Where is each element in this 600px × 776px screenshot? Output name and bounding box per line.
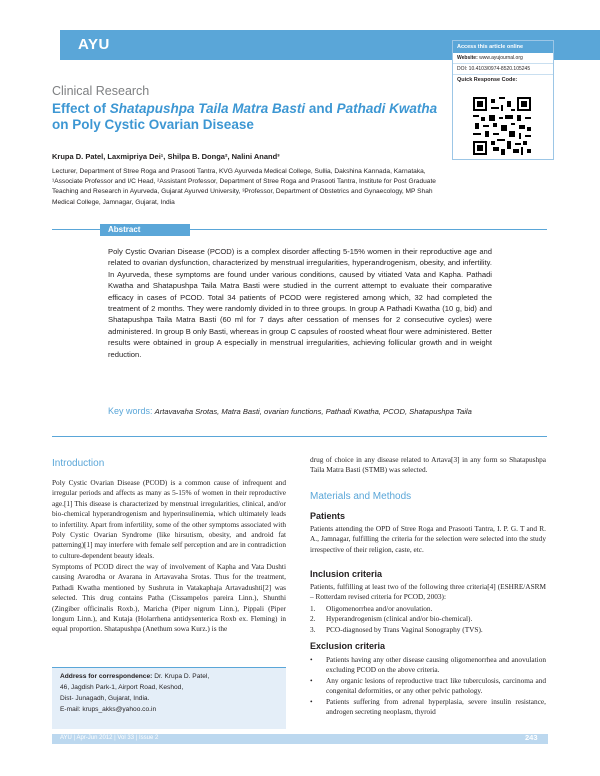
- page-number: 243: [525, 733, 538, 742]
- article-title: [52, 101, 442, 133]
- bullet-icon: •: [310, 696, 313, 706]
- list-text: PCO-diagnosed by Trans Vaginal Sonography (TVS).: [326, 624, 483, 634]
- inclusion-list: [310, 604, 546, 635]
- list-item: [310, 655, 546, 676]
- correspondence-first-line: [60, 671, 278, 682]
- abstract-text: Poly Cystic Ovarian Disease (PCOD) is a complex disorder affecting 5-15% women in their reproductive age and related to ovarian dysfunction, characterized by menstrual irregularities, hyperandrogenism, obesity, and infertility. In Ayurveda, these symptoms are found under various conditions, caused by vitiated Vata and Kapha. Pathadi Kwatha and Shatapushpa Taila Matra Basti were studied in the current attempt to evaluate their comparative efficacy in cases of PCOD. Total 34 patients of PCOD were registered among which, 32 had completed the treatment of 2 months. They were randomly divided in to three groups. In group A Pathadi Kwatha (10 g, bid) and Shatapushpa Taila Matra Basti (60 ml for 7 days after cessation of menses for 2 consecutive cycles) were administered. In group B only Basti, whereas in group C capsules of roosted wheat flour were administered. Better results were obtained in group A especially in menstrual irregularities, achieving follicular growth and in weight reduction.: [108, 247, 492, 359]
- title-part-3: and: [305, 101, 337, 116]
- list-item: [310, 697, 546, 718]
- methods-heading: Materials and Methods: [310, 491, 412, 502]
- intro-paragraph-2: Symptoms of PCOD direct the way of involvement of Kapha and Vata Dushti causing Avarodha or Avarana in Artavavaha Srotas. Thus for the treatment, Pathadi Kwatha mentioned by Sushruta in Vatakaphaja Artavadushti[2] was selected. This drug contains Patha (Cissampelos pareira Linn.), Shunthi (Zingiber officinalis Roxb.), Maricha (Piper nigrum Linn.), Pippali (Piper longum Linn.), and Kutaja (Holarrhena antidysenterica Roxb ex. Fleming) in equal proportion. Shatapushpa (Anethum sowa Kurz.) is the: [52, 562, 286, 634]
- list-text: Hyperandrogenism (clinical and/or bio-chemical).: [326, 614, 473, 624]
- inclusion-heading: Inclusion criteria: [310, 569, 383, 579]
- qr-label: Quick Response Code:: [457, 77, 518, 83]
- correspondence-box: [52, 667, 286, 729]
- correspondence-line-1: 46, Jagdish Park-1, Airport Road, Keshod,: [60, 684, 184, 691]
- list-text: Patients having any other disease causing oligomenorrhea and anovulation excluding PCOD on the above criteria.: [326, 655, 546, 675]
- keywords-list: Artavavaha Srotas, Matra Basti, ovarian functions, Pathadi Kwatha, PCOD, Shatapushpa Taila: [154, 407, 472, 416]
- correspondence-line-2: Dist- Junagadh, Gujarat, India.: [60, 695, 150, 702]
- list-text: Oligomenorrhea and/or anovulation.: [326, 604, 433, 613]
- footer-citation: AYU | Apr-Jun 2012 | Vol 33 | Issue 2: [60, 735, 159, 741]
- title-part-4: Pathadi Kwatha: [336, 101, 438, 116]
- access-header: Access this article online: [453, 41, 553, 53]
- doi-label: DOI:: [457, 66, 468, 72]
- exclusion-heading: Exclusion criteria: [310, 641, 386, 651]
- list-item: [310, 676, 546, 697]
- abstract-label: Abstract: [108, 225, 141, 234]
- exclusion-list: [310, 655, 546, 717]
- intro-heading: Introduction: [52, 458, 105, 469]
- keywords: [108, 406, 492, 417]
- qr-code-icon: [473, 97, 531, 155]
- website-label: Website:: [457, 55, 478, 61]
- keywords-label: Key words:: [108, 406, 153, 416]
- bullet-icon: •: [310, 675, 313, 685]
- website-link[interactable]: www.ayujournal.org: [479, 55, 523, 61]
- correspondence-email[interactable]: E-mail: krups_akks@yahoo.co.in: [60, 706, 157, 713]
- list-item: [310, 614, 546, 624]
- authors: Krupa D. Patel, Laxmipriya Dei¹, Shilpa B. Donga², Nalini Anand³: [52, 152, 280, 161]
- title-part-2: Shatapushpa Taila Matra Basti: [109, 101, 306, 116]
- affiliations: Lecturer, Department of Stree Roga and Prasooti Tantra, KVG Ayurveda Medical College, Sullia, Dakshina Kannada, Karnataka, ¹Associate Professor and I/C Head, ²Assistant Professor, Department of Stree Roga and Prasooti Tantra, Institute for Post Graduate Teaching and Research in Ayurveda, Gujarat Ayurved University, ³Professor, Department of Obstetrics and Gynaecology, MP Shah Medical College, Jamnagar, Gujarat, India: [52, 168, 436, 206]
- doi-line: [453, 64, 553, 75]
- abstract-divider: [52, 436, 547, 437]
- patients-text: Patients attending the OPD of Stree Roga and Prasooti Tantra, I. P. G. T and R. A., Jamnagar, fulfilling the criteria for the selection were selected into the study irrespective of their religion, caste, etc.: [310, 524, 546, 554]
- bullet-icon: •: [310, 655, 313, 664]
- journal-logo: AYU: [78, 36, 110, 53]
- list-number: 1.: [310, 604, 316, 613]
- list-item: [310, 604, 546, 614]
- website-line: [453, 53, 553, 64]
- title-part-5: on Poly Cystic Ovarian Disease: [52, 117, 254, 132]
- title-part-1: Effect of: [52, 101, 110, 116]
- correspondence-name: Dr. Krupa D. Patel,: [154, 673, 210, 680]
- list-item: [310, 625, 546, 635]
- section-label: Clinical Research: [52, 84, 150, 98]
- list-number: 2.: [310, 614, 316, 624]
- list-text: Patients suffering from adrenal hyperplasia, severe insulin resistance, androgen secreting neoplasm, thyroid: [326, 696, 546, 717]
- patients-heading: Patients: [310, 511, 346, 521]
- intro-paragraph-1: Poly Cystic Ovarian Disease (PCOD) is a common cause of infrequent and irregular periods and affects as many as 5-15% of women in their reproductive age.[1] This disease is characterized by menstrual irregularities, clinical, and/or bio-chemical hyperandrogenism and hyperinsulinemia, which ultimately leads to infertility. Apart from infertility, some of the other symptoms associated with Poly Cystic Ovarian Syndrome (like hirsutism, obesity, and android fat patterning)[1] may interfere with female self perception and are in contradiction to culture-dependent beauty ideals.: [52, 478, 286, 560]
- correspondence-label: Address for correspondence:: [60, 673, 153, 680]
- access-online-box: [452, 40, 554, 160]
- list-number: 3.: [310, 624, 316, 634]
- doi-value[interactable]: 10.4103/0974-8520.105245: [468, 66, 531, 72]
- list-text: Any organic lesions of reproductive tract like tuberculosis, carcinoma and congenital deformities, or any other pelvic pathology.: [326, 675, 546, 696]
- inclusion-text: Patients, fulfilling at least two of the following three criteria[4] (ESHRE/ASRM – Rotterdam revised criteria for PCOD, 2003):: [310, 582, 546, 602]
- right-continuation: drug of choice in any disease related to Artava[3] in any form so Shatapushpa Taila Matra Basti (STMB) was selected.: [310, 455, 546, 475]
